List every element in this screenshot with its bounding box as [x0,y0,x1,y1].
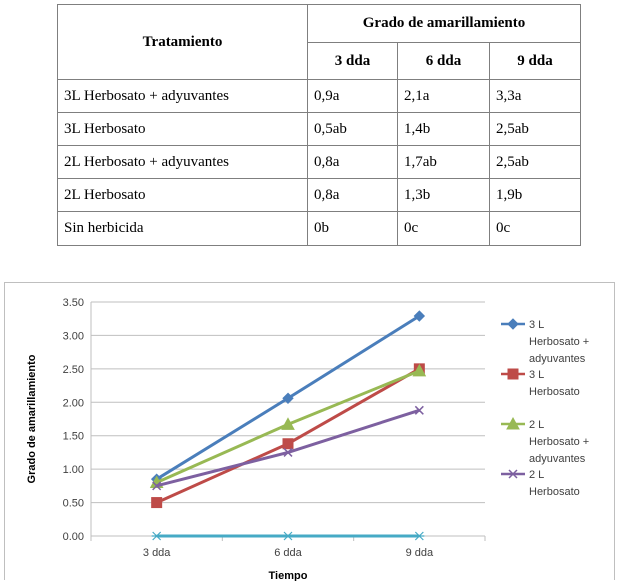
value-cell: 2,5ab [490,146,581,179]
legend-label: Herbosato + [529,336,590,348]
treatment-header: Tratamiento [58,5,308,80]
y-tick-label: 2.50 [62,363,84,376]
table-row [58,80,581,113]
day-header: 3 dda [308,43,398,80]
legend-label: adyuvantes [529,353,586,365]
data-point [283,439,293,449]
data-point [414,532,424,540]
legend-label: 2 L [529,469,545,481]
table-row [58,179,581,212]
value-cell: 3,3a [490,80,581,113]
data-point [152,498,162,508]
treatment-cell: Sin herbicida [58,212,308,246]
value-cell: 0,8a [308,146,398,179]
value-cell: 1,7ab [398,146,490,179]
y-tick-label: 1.50 [62,430,84,443]
value-cell: 0c [398,212,490,246]
y-tick-label: 2.00 [62,397,84,410]
table-row [58,212,581,246]
chart-frame [4,282,615,580]
legend-label: 2 L [529,419,545,431]
data-point [152,532,162,540]
group-header: Grado de amarillamiento [308,5,581,43]
value-cell: 1,9b [490,179,581,212]
treatment-cell: 2L Herbosato + adyuvantes [58,146,308,179]
treatment-cell: 3L Herbosato [58,113,308,146]
value-cell: 0c [490,212,581,246]
value-cell: 0,9a [308,80,398,113]
treatment-cell: 3L Herbosato + adyuvantes [58,80,308,113]
legend-label: 3 L [529,369,545,381]
line-chart [5,283,616,581]
value-cell: 2,1a [398,80,490,113]
value-cell: 0,8a [308,179,398,212]
legend-label: Herbosato + [529,436,590,448]
value-cell: 0b [308,212,398,246]
results-table [57,4,581,246]
y-tick-label: 0.00 [62,531,84,543]
legend-label: adyuvantes [529,453,586,465]
legend-label: Herbosato [529,486,580,498]
treatment-cell: 2L Herbosato [58,179,308,212]
data-point [283,532,293,540]
y-tick-label: 3.50 [62,297,84,309]
legend-label: Herbosato [529,386,580,398]
y-tick-label: 0.50 [62,497,84,510]
value-cell: 0,5ab [308,113,398,146]
legend-marker [508,369,518,379]
x-tick-label: 9 dda [405,547,434,559]
table-row [58,146,581,179]
value-cell: 2,5ab [490,113,581,146]
y-tick-label: 1.00 [62,464,84,477]
day-header: 9 dda [490,43,581,80]
x-axis-title: Tiempo [268,570,308,581]
table-row [58,113,581,146]
day-header: 6 dda [398,43,490,80]
y-axis-title: Grado de amarillamiento [26,354,38,484]
y-tick-label: 3.00 [62,330,84,343]
legend-marker [508,319,518,329]
x-tick-label: 3 dda [142,547,171,559]
value-cell: 1,3b [398,179,490,212]
legend-label: 3 L [529,319,545,331]
x-tick-label: 6 dda [274,547,302,559]
value-cell: 1,4b [398,113,490,146]
